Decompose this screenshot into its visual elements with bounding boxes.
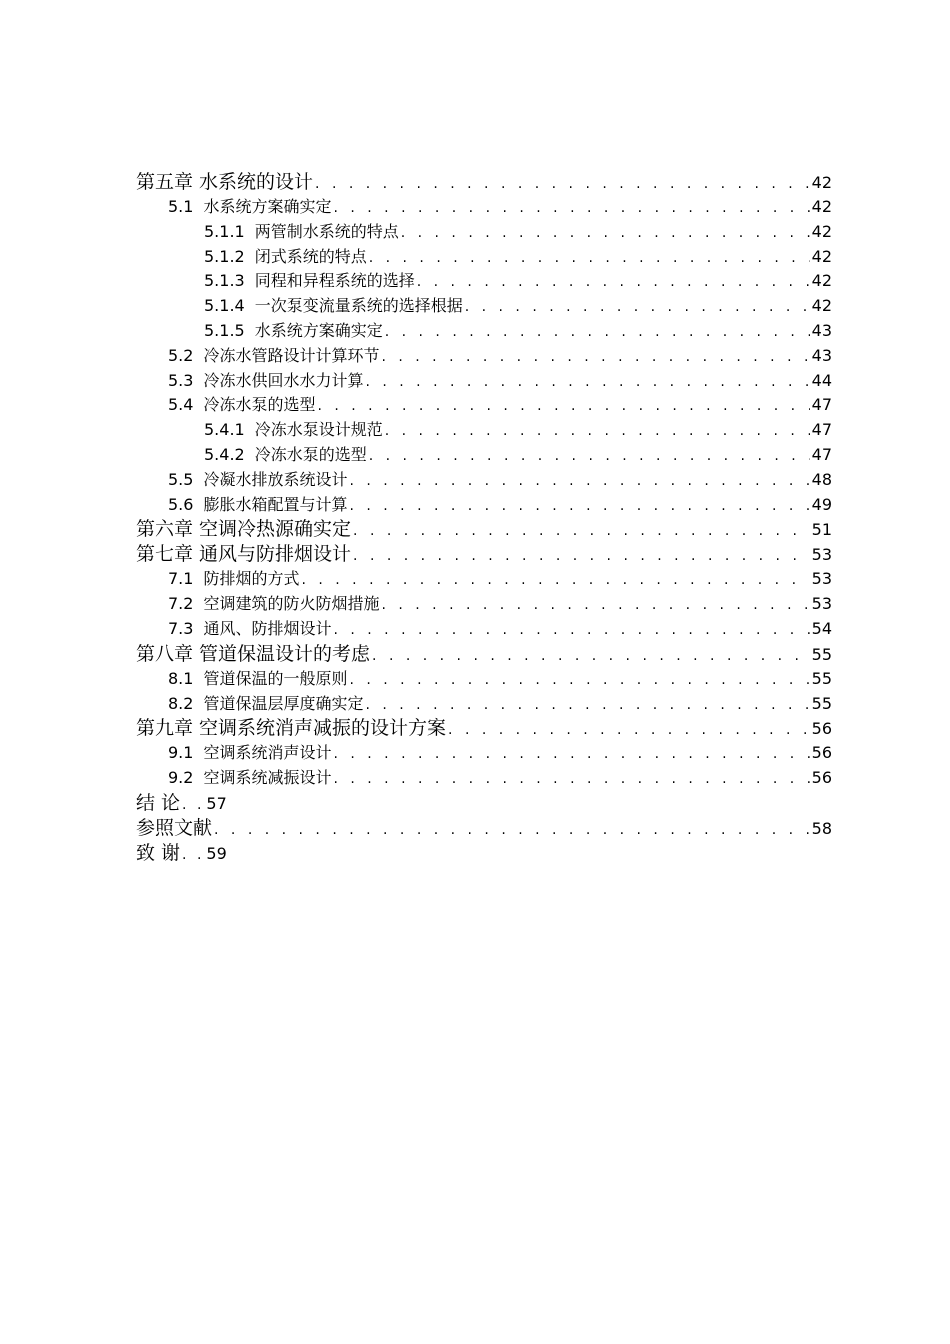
- toc-leader: [465, 295, 810, 319]
- toc-entry-page: 42: [811, 271, 832, 291]
- toc-entry-page: 53: [811, 569, 832, 589]
- toc-entry-title: [168, 667, 347, 692]
- toc-entry-label: 冷冻水泵的选型: [254, 444, 367, 464]
- toc-entry-number: 5.1.5: [204, 320, 245, 340]
- toc-entry-number: 5.4: [168, 395, 194, 415]
- toc-leader: [349, 668, 809, 692]
- toc-entry-title: 第八章 管道保温设计的考虑: [136, 642, 371, 665]
- toc-entry-number: 5.1.4: [204, 296, 245, 316]
- toc-entry-label: 冷冻水供回水水力计算: [203, 370, 364, 390]
- toc-entry-label: 管道保温的一般原则: [203, 668, 348, 688]
- toc-entry-page: 56: [811, 719, 832, 739]
- toc-entry-title: 致 谢: [136, 841, 181, 864]
- toc-entry[interactable]: [136, 816, 832, 841]
- toc-entry-page: 54: [811, 618, 832, 638]
- toc-entry[interactable]: [136, 319, 832, 344]
- toc-entry-page: 57: [206, 793, 227, 813]
- toc-entry[interactable]: [136, 344, 832, 369]
- toc-entry[interactable]: [136, 468, 832, 493]
- toc-entry-page: 42: [811, 246, 832, 266]
- toc-entry[interactable]: [136, 567, 832, 592]
- toc-leader: [417, 270, 810, 294]
- toc-entry-number: 5.4.2: [204, 444, 245, 464]
- toc-entry-page: 53: [811, 545, 832, 565]
- toc-leader: [385, 320, 810, 344]
- toc-entry[interactable]: [136, 692, 832, 717]
- toc-entry-page: 43: [811, 320, 832, 340]
- toc-entry-label: 闭式系统的特点: [254, 246, 367, 266]
- toc-entry-label: 冷冻水泵的选型: [203, 395, 316, 415]
- toc-entry[interactable]: [136, 841, 832, 866]
- toc-leader: [333, 618, 809, 642]
- toc-entry-title: [168, 369, 363, 394]
- toc-leader: [333, 767, 809, 791]
- toc-entry-number: 5.6: [168, 494, 194, 514]
- toc-entry-number: 7.3: [168, 618, 194, 638]
- toc-entry-title: [168, 617, 331, 642]
- toc-entry[interactable]: [136, 393, 832, 418]
- toc-leader: [372, 644, 810, 667]
- toc-entry[interactable]: [136, 741, 832, 766]
- toc-leader: [369, 246, 810, 270]
- toc-entry-label: 膨胀水箱配置与计算: [203, 494, 348, 514]
- toc-entry-label: 空调系统消声设计: [203, 743, 332, 763]
- toc-leader: [381, 593, 809, 617]
- toc-entry-title: [204, 269, 415, 294]
- toc-entry-number: 9.1: [168, 743, 194, 763]
- toc-entry-title: 第七章 通风与防排烟设计: [136, 543, 352, 566]
- toc-entry-label: 冷冻水管路设计计算环节: [203, 345, 380, 365]
- toc-entry[interactable]: [136, 294, 832, 319]
- toc-entry-page: 47: [811, 395, 832, 415]
- toc-entry-title: [204, 418, 383, 443]
- toc-leader: [353, 519, 810, 542]
- toc-leader: [214, 818, 810, 841]
- toc-entry-title: [204, 443, 367, 468]
- toc-entry-number: 5.1.2: [204, 246, 245, 266]
- toc-entry[interactable]: [136, 791, 832, 816]
- toc-entry-page: 51: [811, 520, 832, 540]
- toc-entry-label: 水系统方案确实定: [254, 320, 383, 340]
- toc-entry-page: 42: [811, 197, 832, 216]
- toc-leader: [365, 693, 809, 717]
- toc-entry-page: 58: [811, 818, 832, 838]
- toc-entry-label: 防排烟的方式: [203, 569, 300, 589]
- toc-entry-title: [168, 344, 379, 369]
- toc-entry[interactable]: [136, 642, 832, 667]
- toc-leader: [349, 494, 809, 518]
- toc-entry-title: 结 论: [136, 791, 181, 814]
- toc-entry-label: 水系统方案确实定: [203, 197, 332, 216]
- toc-entry-label: 冷凝水排放系统设计: [203, 469, 348, 489]
- toc-entry-number: 7.1: [168, 569, 194, 589]
- toc-entry-number: 5.1: [168, 197, 194, 216]
- toc-leader: [353, 544, 810, 567]
- toc-entry-page: 43: [811, 345, 832, 365]
- toc-entry-number: 7.2: [168, 594, 194, 614]
- toc-entry-page: 55: [811, 644, 832, 664]
- toc-entry[interactable]: [136, 369, 832, 394]
- toc-leader: [317, 394, 809, 418]
- toc-entry-label: 两管制水系统的特点: [254, 221, 399, 241]
- toc-entry-title: [204, 245, 367, 270]
- toc-entry-page: 48: [811, 469, 832, 489]
- toc-entry-page: 56: [811, 768, 832, 788]
- toc-entry-title: [168, 692, 363, 717]
- toc-entry[interactable]: [136, 592, 832, 617]
- toc-entry[interactable]: [136, 716, 832, 741]
- toc-entry-page: 59: [206, 843, 227, 863]
- toc-entry-title: [204, 294, 463, 319]
- toc-leader: [301, 568, 809, 592]
- table-of-contents: [136, 170, 832, 866]
- toc-entry[interactable]: [136, 195, 832, 220]
- toc-entry-page: 47: [811, 420, 832, 440]
- toc-entry-page: 55: [811, 693, 832, 713]
- toc-entry[interactable]: [136, 766, 832, 791]
- toc-entry[interactable]: [136, 269, 832, 294]
- toc-entry-label: 空调建筑的防火防烟措施: [203, 594, 380, 614]
- toc-entry-title: 参照文献: [136, 816, 213, 839]
- toc-entry-title: [168, 567, 299, 592]
- toc-entry-title: [168, 766, 331, 791]
- toc-leader: [333, 742, 809, 766]
- toc-leader: [385, 419, 810, 443]
- toc-entry-number: 5.4.1: [204, 420, 245, 440]
- toc-entry-title: 第六章 空调冷热源确实定: [136, 518, 352, 541]
- toc-entry-page: 53: [811, 594, 832, 614]
- toc-entry-label: 管道保温层厚度确实定: [203, 693, 364, 713]
- toc-entry-page: 56: [811, 743, 832, 763]
- toc-leader: . .: [182, 846, 205, 863]
- toc-leader: [448, 718, 810, 741]
- toc-entry[interactable]: [136, 418, 832, 443]
- toc-entry-page: 55: [811, 668, 832, 688]
- toc-entry-page: 42: [811, 221, 832, 241]
- toc-entry-number: 5.5: [168, 469, 194, 489]
- toc-entry-title: [168, 195, 331, 220]
- toc-leader: [381, 345, 809, 369]
- toc-entry[interactable]: [136, 220, 832, 245]
- toc-entry-label: 冷冻水泵设计规范: [254, 420, 383, 440]
- toc-leader: [315, 172, 810, 195]
- toc-entry-number: 5.1.3: [204, 271, 245, 291]
- toc-entry-label: 一次泵变流量系统的选择根据: [254, 296, 463, 316]
- toc-leader: [349, 469, 809, 493]
- toc-entry-title: [168, 393, 315, 418]
- toc-entry-title: [168, 741, 331, 766]
- toc-entry[interactable]: [136, 617, 832, 642]
- toc-entry-page: 47: [811, 444, 832, 464]
- toc-entry-page: 44: [811, 370, 832, 390]
- toc-entry[interactable]: [136, 667, 832, 692]
- toc-entry-number: 8.1: [168, 668, 194, 688]
- toc-entry[interactable]: [136, 542, 832, 567]
- toc-entry[interactable]: [136, 493, 832, 518]
- toc-entry-number: 8.2: [168, 693, 194, 713]
- toc-entry-title: [204, 220, 399, 245]
- toc-entry-title: [168, 592, 379, 617]
- toc-entry[interactable]: [136, 443, 832, 468]
- toc-entry-title: 第九章 空调系统消声减振的设计方案: [136, 717, 447, 740]
- toc-entry-label: 空调系统减振设计: [203, 768, 332, 788]
- toc-entry-title: [168, 468, 347, 493]
- toc-entry-number: 5.1.1: [204, 221, 245, 241]
- toc-entry-label: 通风、防排烟设计: [203, 618, 332, 638]
- toc-leader: [333, 196, 809, 220]
- toc-leader: [369, 444, 810, 468]
- toc-entry-number: 5.2: [168, 345, 194, 365]
- toc-entry-title: [168, 493, 347, 518]
- toc-leader: [365, 370, 809, 394]
- toc-entry[interactable]: [136, 517, 832, 542]
- toc-entry-title: [204, 319, 383, 344]
- toc-entry-page: 49: [811, 494, 832, 514]
- toc-entry-number: 9.2: [168, 768, 194, 788]
- toc-entry-page: 42: [811, 296, 832, 316]
- toc-entry-page: 42: [811, 173, 832, 192]
- toc-entry-number: 5.3: [168, 370, 194, 390]
- toc-leader: [401, 221, 810, 245]
- toc-entry[interactable]: [136, 170, 832, 195]
- toc-entry-title: 第五章 水系统的设计: [136, 171, 314, 193]
- toc-entry[interactable]: [136, 245, 832, 270]
- toc-leader: . .: [182, 796, 205, 813]
- toc-entry-label: 同程和异程系统的选择: [254, 271, 415, 291]
